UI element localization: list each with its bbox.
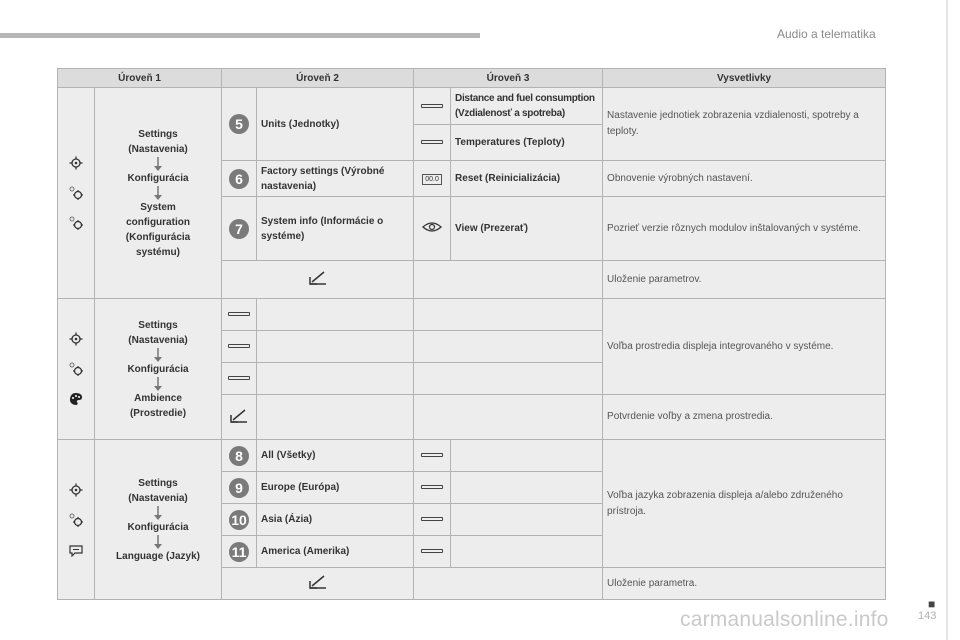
settings-table xyxy=(57,68,886,600)
double-gear-icon xyxy=(69,513,83,527)
submenu-label: Temperatures (Teploty) xyxy=(451,125,603,161)
step-number-badge: 11 xyxy=(229,542,249,562)
menu-label: Asia (Ázia) xyxy=(257,504,414,536)
menu-label: Factory settings (Výrobné nastavenia) xyxy=(257,161,414,197)
icon-cell xyxy=(414,161,451,197)
empty-cell xyxy=(414,395,603,440)
reset-counter-icon: 00.0 xyxy=(422,174,442,185)
table-row xyxy=(58,299,886,331)
gear-icon xyxy=(69,483,83,497)
arrow-down-icon xyxy=(153,186,163,200)
level1-config-path xyxy=(95,88,222,299)
option-bar-icon xyxy=(421,140,443,144)
arrow-down-icon xyxy=(153,157,163,171)
menu-label: System info (Informácie o systéme) xyxy=(257,197,414,261)
empty-cell xyxy=(414,363,603,395)
config-step: Language (Jazyk) xyxy=(116,550,200,562)
description: Potvrdenie voľby a zmena prostredia. xyxy=(603,395,886,440)
submenu-label: Distance and fuel consumption (Vzdialenosť a spotreba) xyxy=(451,88,603,125)
icon-cell xyxy=(414,472,451,504)
level1-icons-cell xyxy=(58,440,95,600)
config-step: Konfigurácia xyxy=(127,172,189,184)
icon-cell xyxy=(414,197,451,261)
icon-cell xyxy=(414,88,451,125)
menu-label: All (Všetky) xyxy=(257,440,414,472)
submenu-label: View (Prezerať) xyxy=(451,197,603,261)
option-bar-icon xyxy=(421,517,443,521)
option-bar-icon xyxy=(421,549,443,553)
icon-cell xyxy=(222,299,257,331)
step-number-badge: 8 xyxy=(229,446,249,466)
description: Nastavenie jednotiek zobrazenia vzdialenosti, spotreby a teploty. xyxy=(603,88,886,161)
option-bar-icon xyxy=(421,453,443,457)
arrow-down-icon xyxy=(153,348,163,362)
confirm-icon-cell xyxy=(222,395,257,440)
number-cell xyxy=(222,440,257,472)
icon-cell xyxy=(222,331,257,363)
config-step: Ambience (Prostredie) xyxy=(129,392,187,419)
watermark-text: carmanualsonline.info xyxy=(680,608,889,631)
config-step: Konfigurácia xyxy=(127,363,189,375)
page-edge-bar xyxy=(946,0,948,640)
icon-cell xyxy=(222,363,257,395)
option-bar-icon xyxy=(228,376,250,380)
description: Pozrieť verzie rôznych modulov inštalovaných v systéme. xyxy=(603,197,886,261)
config-step: Settings (Nastavenia) xyxy=(128,319,188,346)
back-arrow-icon xyxy=(229,408,249,424)
number-cell xyxy=(222,504,257,536)
page-end-marker: ■ xyxy=(928,597,936,611)
description: Uloženie parametra. xyxy=(603,568,886,600)
eye-icon xyxy=(422,221,442,233)
confirm-icon-cell xyxy=(222,261,414,299)
arrow-down-icon xyxy=(153,506,163,520)
table-row xyxy=(58,440,886,472)
col-header-level2: Úroveň 2 xyxy=(222,69,414,88)
menu-label: America (Amerika) xyxy=(257,536,414,568)
empty-cell xyxy=(414,568,603,600)
empty-cell xyxy=(257,331,414,363)
page-number: 143 xyxy=(918,610,937,622)
submenu-label: Reset (Reinicializácia) xyxy=(451,161,603,197)
icon-cell xyxy=(414,536,451,568)
empty-cell xyxy=(257,299,414,331)
menu-label: Units (Jednotky) xyxy=(257,88,414,161)
config-step: Settings (Nastavenia) xyxy=(128,128,188,155)
empty-cell xyxy=(451,472,603,504)
number-cell xyxy=(222,472,257,504)
step-number-badge: 6 xyxy=(229,169,249,189)
description: Voľba prostredia displeja integrovaného v systéme. xyxy=(603,299,886,395)
level1-config-path xyxy=(95,440,222,600)
description: Obnovenie výrobných nastavení. xyxy=(603,161,886,197)
table-header-row xyxy=(58,69,886,88)
number-cell xyxy=(222,536,257,568)
arrow-down-icon xyxy=(153,535,163,549)
palette-icon xyxy=(69,392,83,406)
language-icon xyxy=(69,543,83,557)
gear-icon xyxy=(69,156,83,170)
gear-icon xyxy=(69,332,83,346)
step-number-badge: 10 xyxy=(229,510,249,530)
step-number-badge: 7 xyxy=(229,219,249,239)
back-arrow-icon xyxy=(308,574,328,590)
empty-cell xyxy=(414,331,603,363)
number-cell xyxy=(222,197,257,261)
empty-cell xyxy=(257,395,414,440)
option-bar-icon xyxy=(421,104,443,108)
icon-cell xyxy=(414,125,451,161)
confirm-icon-cell xyxy=(222,568,414,600)
description: Uloženie parametrov. xyxy=(603,261,886,299)
double-gear-icon xyxy=(69,186,83,200)
description: Voľba jazyka zobrazenia displeja a/alebo združeného prístroja. xyxy=(603,440,886,568)
level1-config-path xyxy=(95,299,222,440)
col-header-legend: Vysvetlivky xyxy=(603,69,886,88)
icon-cell xyxy=(414,440,451,472)
col-header-level1: Úroveň 1 xyxy=(58,69,222,88)
number-cell xyxy=(222,161,257,197)
option-bar-icon xyxy=(228,344,250,348)
level1-icons-cell xyxy=(58,88,95,299)
empty-cell xyxy=(451,536,603,568)
option-bar-icon xyxy=(228,312,250,316)
empty-cell xyxy=(451,440,603,472)
menu-label: Europe (Európa) xyxy=(257,472,414,504)
empty-cell xyxy=(451,504,603,536)
step-number-badge: 9 xyxy=(229,478,249,498)
empty-cell xyxy=(257,363,414,395)
number-cell xyxy=(222,88,257,161)
empty-cell xyxy=(414,261,603,299)
table-row xyxy=(58,88,886,125)
icon-cell xyxy=(414,504,451,536)
config-step: Settings (Nastavenia) xyxy=(128,477,188,504)
empty-cell xyxy=(414,299,603,331)
back-arrow-icon xyxy=(308,270,328,286)
option-bar-icon xyxy=(421,485,443,489)
arrow-down-icon xyxy=(153,377,163,391)
double-gear-icon xyxy=(69,362,83,376)
col-header-level3: Úroveň 3 xyxy=(414,69,603,88)
config-step: System configuration (Konfigurácia systému) xyxy=(125,201,191,258)
level1-icons-cell xyxy=(58,299,95,440)
section-title: Audio a telematika xyxy=(777,27,876,41)
step-number-badge: 5 xyxy=(229,114,249,134)
header-bar xyxy=(0,33,480,38)
config-step: Konfigurácia xyxy=(127,521,189,533)
double-gear-icon xyxy=(69,216,83,230)
